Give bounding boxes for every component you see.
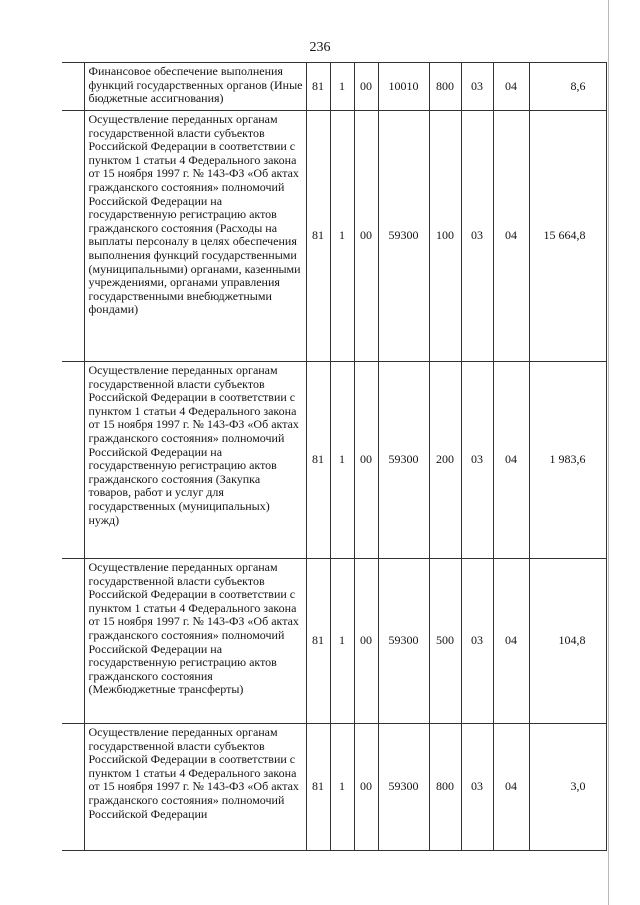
code-subprogram: 1 (330, 362, 354, 559)
amount: 15 664,8 (529, 111, 606, 362)
code-subprogram: 1 (330, 63, 354, 111)
row-name: Финансовое обеспечение выполнения функций государственных органов (Иные бюджетные ассигнования) (84, 63, 306, 111)
code-section: 03 (461, 63, 493, 111)
code-direction: 59300 (378, 724, 429, 851)
row-name: Осуществление переданных органам государственной власти субъектов Российской Федерации в соответствии с пунктом 1 статьи 4 Федерального закона от 15 ноября 1997 г. № 143-ФЗ «Об актах гражданского состояния» полномочий Российской Федерации на государственную регистрацию актов гражданского состояния (Расходы на выплаты персоналу в целях обеспечения выполнения функций государственными (муниципальными) органами, казенными учреждениями, органами управления государственными внебюджетными фондами) (84, 111, 306, 362)
code-expense-type: 500 (429, 559, 461, 724)
code-section: 03 (461, 559, 493, 724)
table-row (62, 559, 606, 724)
row-number-cell (62, 63, 84, 111)
code-direction: 10010 (378, 63, 429, 111)
code-direction: 59300 (378, 559, 429, 724)
code-subsection: 04 (493, 559, 529, 724)
code-subsection: 04 (493, 111, 529, 362)
code-measure: 00 (354, 724, 378, 851)
code-subprogram: 1 (330, 559, 354, 724)
code-subprogram: 1 (330, 724, 354, 851)
code-subsection: 04 (493, 63, 529, 111)
row-name: Осуществление переданных органам государственной власти субъектов Российской Федерации в соответствии с пунктом 1 статьи 4 Федерального закона от 15 ноября 1997 г. № 143-ФЗ «Об актах гражданского состояния» полномочий Российской Федерации на государственную регистрацию актов гражданского состояния (Закупка товаров, работ и услуг для государственных (муниципальных) нужд) (84, 362, 306, 559)
code-measure: 00 (354, 559, 378, 724)
row-number-cell (62, 559, 84, 724)
code-measure: 00 (354, 63, 378, 111)
code-program: 81 (306, 111, 330, 362)
code-direction: 59300 (378, 111, 429, 362)
code-program: 81 (306, 559, 330, 724)
code-program: 81 (306, 63, 330, 111)
code-section: 03 (461, 362, 493, 559)
row-name: Осуществление переданных органам государственной власти субъектов Российской Федерации в соответствии с пунктом 1 статьи 4 Федерального закона от 15 ноября 1997 г. № 143-ФЗ «Об актах гражданского состояния» полномочий Российской Федерации (84, 724, 306, 851)
row-number-cell (62, 111, 84, 362)
table-row (62, 724, 606, 851)
page-number: 236 (309, 40, 331, 55)
table-row (62, 362, 606, 559)
code-subsection: 04 (493, 362, 529, 559)
table-row (62, 63, 606, 111)
amount: 104,8 (529, 559, 606, 724)
table-row (62, 111, 606, 362)
code-section: 03 (461, 724, 493, 851)
budget-table (62, 62, 607, 851)
code-measure: 00 (354, 362, 378, 559)
code-measure: 00 (354, 111, 378, 362)
code-program: 81 (306, 362, 330, 559)
code-expense-type: 200 (429, 362, 461, 559)
code-expense-type: 800 (429, 724, 461, 851)
code-program: 81 (306, 724, 330, 851)
row-name: Осуществление переданных органам государственной власти субъектов Российской Федерации в соответствии с пунктом 1 статьи 4 Федерального закона от 15 ноября 1997 г. № 143-ФЗ «Об актах гражданского состояния» полномочий Российской Федерации на государственную регистрацию актов гражданского состояния (Межбюджетные трансферты) (84, 559, 306, 724)
code-subprogram: 1 (330, 111, 354, 362)
amount: 8,6 (529, 63, 606, 111)
code-expense-type: 100 (429, 111, 461, 362)
amount: 3,0 (529, 724, 606, 851)
amount: 1 983,6 (529, 362, 606, 559)
code-direction: 59300 (378, 362, 429, 559)
page-edge-rule (608, 0, 609, 905)
row-number-cell (62, 724, 84, 851)
code-section: 03 (461, 111, 493, 362)
row-number-cell (62, 362, 84, 559)
code-expense-type: 800 (429, 63, 461, 111)
code-subsection: 04 (493, 724, 529, 851)
